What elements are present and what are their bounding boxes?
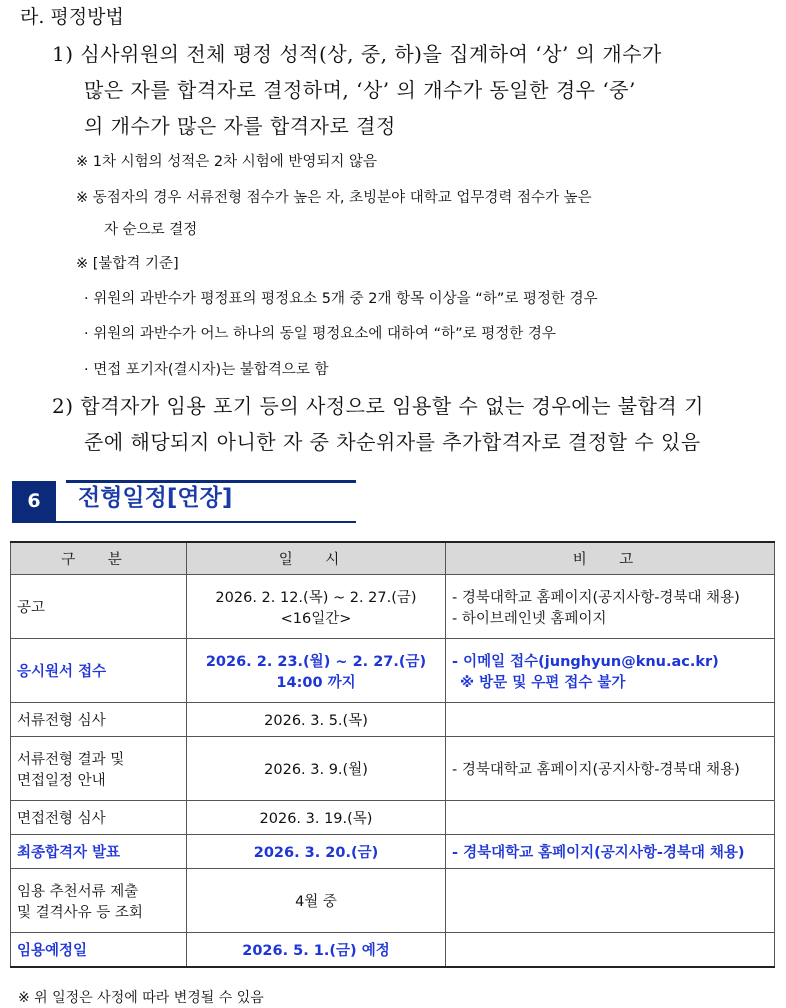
category-line: 임용 추천서류 제출 [17,883,139,900]
cell-datetime: 4월 중 [187,869,446,933]
cell-remarks [446,801,775,835]
cell-category [11,737,187,801]
remarks-line: - 하이브레인넷 홈페이지 [452,610,607,627]
table-row [11,933,775,967]
table-row [11,639,775,703]
header-category: 구 분 [11,542,187,575]
table-header-row [11,542,775,575]
category-line: 및 결격사유 등 조회 [17,904,143,921]
cell-datetime: 2026. 3. 19.(목) [187,801,446,835]
cell-category [11,869,187,933]
header-remarks: 비 고 [446,542,775,575]
datetime-line: <16일간> [280,610,352,627]
cell-remarks [446,869,775,933]
cell-datetime: 2026. 3. 5.(목) [187,703,446,737]
note-fail-criteria: ※ [불합격 기준] [76,256,179,272]
remarks-line: - 경북대학교 홈페이지(공지사항-경북대 채용) [452,589,740,606]
header-datetime: 일 시 [187,542,446,575]
cell-category: 면접전형 심사 [11,801,187,835]
note-first-exam: ※ 1차 시험의 성적은 2차 시험에 반영되지 않음 [76,154,377,170]
cell-category: 응시원서 접수 [11,639,187,703]
cell-datetime [187,639,446,703]
cell-category: 최종합격자 발표 [11,835,187,869]
remarks-line: ※ 방문 및 우편 접수 불가 [460,674,626,691]
section-number-badge: 6 [12,481,56,521]
note-tie-rule-cont: 자 순으로 결정 [104,222,198,238]
footnote: ※ 위 일정은 사정에 따라 변경될 수 있음 [18,990,264,1006]
cell-datetime: 2026. 5. 1.(금) 예정 [187,933,446,967]
fail-criterion-3: · 면접 포기자(결시자)는 불합격으로 함 [84,362,329,378]
section-ra-heading: 라. 평정방법 [20,6,124,28]
item1-line3: 의 개수가 많은 자를 합격자로 결정 [84,114,396,138]
table-row [11,801,775,835]
remarks-line: - 이메일 접수(junghyun@knu.ac.kr) [452,653,719,670]
section-title: 전형일정[연장] [78,485,233,511]
table-row [11,703,775,737]
cell-datetime: 2026. 3. 9.(월) [187,737,446,801]
cell-remarks: - 경북대학교 홈페이지(공지사항-경북대 채용) [446,835,775,869]
table-row [11,575,775,639]
item1-line2: 많은 자를 합격자로 결정하며, ‘상’ 의 개수가 동일한 경우 ‘중’ [84,78,636,102]
cell-category: 임용예정일 [11,933,187,967]
cell-remarks: - 경북대학교 홈페이지(공지사항-경북대 채용) [446,737,775,801]
section-bottom-line [12,521,356,523]
cell-remarks [446,703,775,737]
datetime-line: 14:00 까지 [276,674,356,691]
cell-remarks [446,575,775,639]
schedule-table [10,541,775,968]
cell-datetime [187,575,446,639]
table-row [11,737,775,801]
category-line: 서류전형 결과 및 [17,751,125,768]
cell-category: 공고 [11,575,187,639]
cell-remarks [446,933,775,967]
cell-datetime: 2026. 3. 20.(금) [187,835,446,869]
category-line: 면접일정 안내 [17,772,106,789]
item1-line1: 1) 심사위원의 전체 평정 성적(상, 중, 하)을 집계하여 ‘상’ 의 개수가 [52,42,662,66]
table-row [11,869,775,933]
datetime-line: 2026. 2. 23.(월) ~ 2. 27.(금) [205,653,427,670]
table-row [11,835,775,869]
cell-remarks [446,639,775,703]
item2-line2: 준에 해당되지 아니한 자 중 차순위자를 추가합격자로 결정할 수 있음 [84,430,701,454]
fail-criterion-1: · 위원의 과반수가 평정표의 평정요소 5개 중 2개 항목 이상을 “하”로 평정한 경우 [84,291,598,307]
cell-category: 서류전형 심사 [11,703,187,737]
fail-criterion-2: · 위원의 과반수가 어느 하나의 동일 평정요소에 대하여 “하”로 평정한 경우 [84,326,556,342]
note-tie-rule: ※ 동점자의 경우 서류전형 점수가 높은 자, 초빙분야 대학교 업무경력 점수가 높은 [76,190,592,206]
item2-line1: 2) 합격자가 임용 포기 등의 사정으로 임용할 수 없는 경우에는 불합격 기 [52,394,704,418]
datetime-line: 2026. 2. 12.(목) ~ 2. 27.(금) [215,589,417,606]
